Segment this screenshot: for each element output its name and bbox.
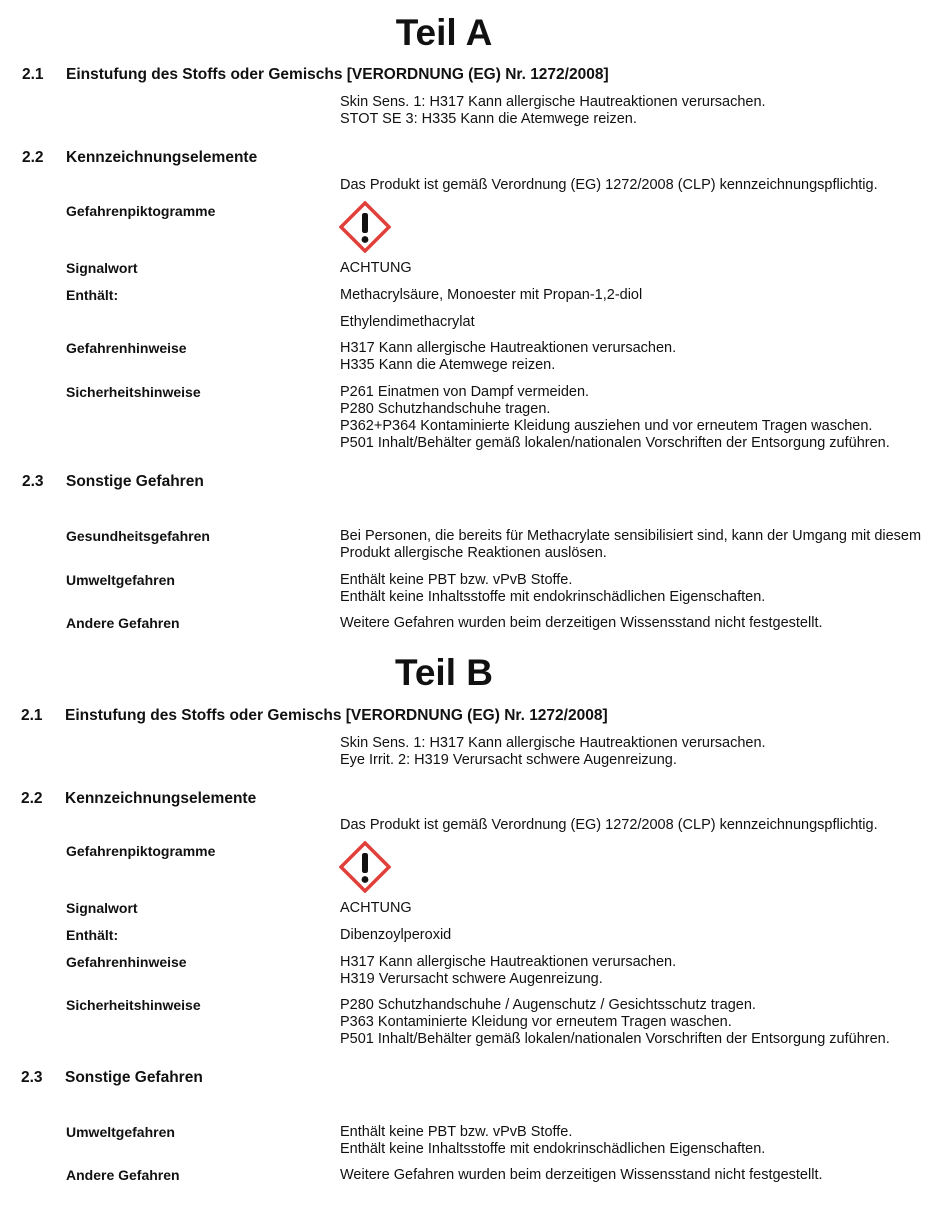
- part-a-title: Teil A: [395, 12, 493, 53]
- other-hazards-label: Andere Gefahren: [66, 615, 180, 631]
- labelling-intro: Das Produkt ist gemäß Verordnung (EG) 1272/2008 (CLP) kennzeichnungspflichtig.: [340, 817, 878, 833]
- precautionary-statements: P261 Einatmen von Dampf vermeiden. P280 Schutzhandschuhe tragen. P362+P364 Kontaminierte Kleidung ausziehen und vor erneutem Tragen waschen. P501 Inhalt/Behälter gemäß lokalen/nationalen Vorschriften der Entsorgung zuführen.: [340, 384, 890, 451]
- other-hazards: Weitere Gefahren wurden beim derzeitigen Wissensstand nicht festgestellt.: [340, 1167, 823, 1183]
- section-title: Sonstige Gefahren: [65, 1069, 203, 1086]
- section-number: 2.3: [22, 473, 44, 490]
- part-b-title: Teil B: [395, 652, 493, 693]
- other-hazards: Weitere Gefahren wurden beim derzeitigen Wissensstand nicht festgestellt.: [340, 615, 823, 631]
- contains-label: Enthält:: [66, 287, 119, 303]
- ghs07-exclamation-mark-icon: [339, 201, 391, 253]
- classification-text: Skin Sens. 1: H317 Kann allergische Hautreaktionen verursachen. Eye Irrit. 2: H319 Verursacht schwere Augenreizung.: [340, 735, 766, 768]
- pictogram-label: Gefahrenpiktogramme: [66, 843, 216, 859]
- contains-value: Ethylendimethacrylat: [340, 314, 475, 330]
- section-title: Kennzeichnungselemente: [66, 149, 258, 166]
- environmental-hazards-label: Umweltgefahren: [66, 1124, 175, 1140]
- section-title: Sonstige Gefahren: [66, 473, 204, 490]
- environmental-hazards: Enthält keine PBT bzw. vPvB Stoffe. Enthält keine Inhaltsstoffe mit endokrinschädlichen Eigenschaften.: [340, 572, 766, 605]
- precautionary-statements-label: Sicherheitshinweise: [66, 384, 201, 400]
- section-title: Kennzeichnungselemente: [65, 790, 257, 807]
- section-title: Einstufung des Stoffs oder Gemischs [VERORDNUNG (EG) Nr. 1272/2008]: [65, 707, 608, 724]
- section-number: 2.2: [21, 790, 43, 807]
- hazard-statements-label: Gefahrenhinweise: [66, 340, 187, 356]
- classification-text: Skin Sens. 1: H317 Kann allergische Hautreaktionen verursachen. STOT SE 3: H335 Kann die Atemwege reizen.: [340, 94, 766, 127]
- section-number: 2.1: [22, 66, 44, 83]
- signal-word-label: Signalwort: [66, 260, 138, 276]
- signal-word-label: Signalwort: [66, 900, 138, 916]
- hazard-statements-label: Gefahrenhinweise: [66, 954, 187, 970]
- environmental-hazards: Enthält keine PBT bzw. vPvB Stoffe. Enthält keine Inhaltsstoffe mit endokrinschädlichen Eigenschaften.: [340, 1124, 766, 1157]
- hazard-statements: H317 Kann allergische Hautreaktionen verursachen. H335 Kann die Atemwege reizen.: [340, 340, 677, 373]
- health-hazards-label: Gesundheitsgefahren: [66, 528, 210, 544]
- section-number: 2.1: [21, 707, 43, 724]
- section-number: 2.2: [22, 149, 44, 166]
- precautionary-statements-label: Sicherheitshinweise: [66, 997, 201, 1013]
- health-hazards: Bei Personen, die bereits für Methacrylate sensibilisiert sind, kann der Umgang mit diesem Produkt allergische Reaktionen auslösen.: [340, 528, 922, 561]
- contains-value: Dibenzoylperoxid: [340, 927, 452, 943]
- contains-label: Enthält:: [66, 927, 119, 943]
- section-title: Einstufung des Stoffs oder Gemischs [VERORDNUNG (EG) Nr. 1272/2008]: [66, 66, 609, 83]
- hazard-statements: H317 Kann allergische Hautreaktionen verursachen. H319 Verursacht schwere Augenreizung.: [340, 954, 677, 987]
- precautionary-statements: P280 Schutzhandschuhe / Augenschutz / Gesichtsschutz tragen. P363 Kontaminierte Kleidung vor erneutem Tragen waschen. P501 Inhalt/Behälter gemäß lokalen/nationalen Vorschriften der Entsorgung zuführen.: [340, 997, 890, 1047]
- other-hazards-label: Andere Gefahren: [66, 1167, 180, 1183]
- section-number: 2.3: [21, 1069, 43, 1086]
- pictogram-label: Gefahrenpiktogramme: [66, 203, 216, 219]
- signal-word: ACHTUNG: [340, 900, 412, 916]
- labelling-intro: Das Produkt ist gemäß Verordnung (EG) 1272/2008 (CLP) kennzeichnungspflichtig.: [340, 177, 878, 193]
- environmental-hazards-label: Umweltgefahren: [66, 572, 175, 588]
- contains-value: Methacrylsäure, Monoester mit Propan-1,2-diol: [340, 287, 643, 303]
- ghs07-exclamation-mark-icon: [339, 841, 391, 893]
- signal-word: ACHTUNG: [340, 260, 412, 276]
